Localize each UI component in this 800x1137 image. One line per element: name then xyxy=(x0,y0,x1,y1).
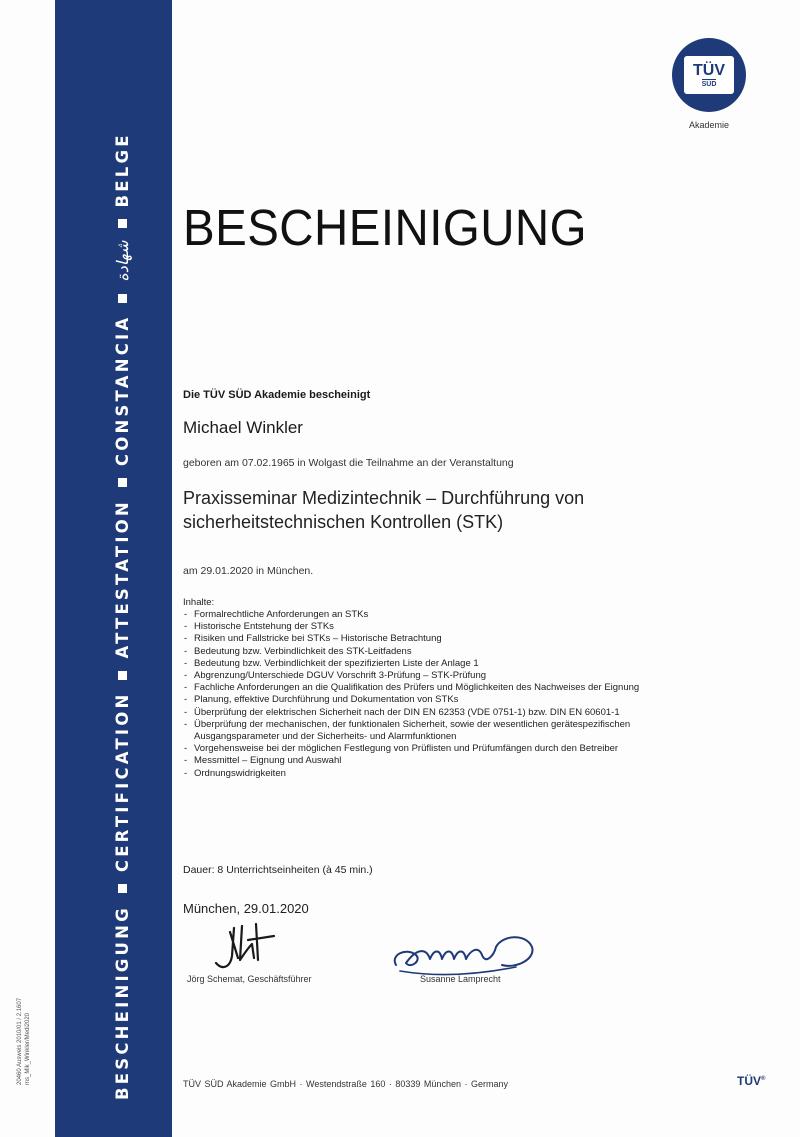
contents-item: - Vorgehensweise bei der möglichen Festlegung von Prüflisten und Prüfumfängen durch den Betreiber xyxy=(183,743,673,755)
band-word-arabic: شهادة xyxy=(113,240,132,282)
band-word-certification: CERTIFICATION xyxy=(113,691,132,873)
contents-section xyxy=(183,597,673,780)
contents-item: - Formalrechtliche Anforderungen an STKs xyxy=(183,609,673,621)
tuv-sud-logo xyxy=(668,38,750,130)
side-document-code xyxy=(16,998,32,1085)
participant-name: Michael Winkler xyxy=(183,418,303,437)
contents-item: - Bedeutung bzw. Verbindlichkeit der spezifizierten Liste der Anlage 1 xyxy=(183,658,673,670)
band-separator xyxy=(118,671,127,680)
footer-address: TÜV SÜD Akademie GmbH · Westendstraße 160 · 80339 München · Germany xyxy=(183,1079,508,1089)
band-separator xyxy=(118,294,127,303)
band-word-constancia: CONSTANCIA xyxy=(113,314,132,467)
contents-item: - Historische Entstehung der STKs xyxy=(183,621,673,633)
logo-octagon-icon xyxy=(672,38,746,112)
side-code-line-1: 20460 Ausweis 2010/01 / 2.1607 xyxy=(17,997,23,1085)
course-title: Praxisseminar Medizintechnik – Durchführung von sicherheitstechnischen Kontrollen (STK) xyxy=(183,488,585,532)
contents-item: - Fachliche Anforderungen an die Qualifikation des Prüfers und Möglichkeiten des Nachweises der Eignung xyxy=(183,682,673,694)
band-word-belge: BELGE xyxy=(113,132,132,208)
logo-mark-top: TÜV xyxy=(693,61,725,79)
band-separator xyxy=(118,884,127,893)
registered-mark-icon: ® xyxy=(761,1076,766,1082)
band-word-attestation: ATTESTATION xyxy=(113,499,132,659)
signatory-1-label: Jörg Schemat, Geschäftsführer xyxy=(187,974,312,984)
logo-mark-bottom: SÜD xyxy=(701,80,717,88)
contents-item: - Bedeutung bzw. Verbindlichkeit des STK-Leitfadens xyxy=(183,646,673,658)
band-separator xyxy=(118,478,127,487)
contents-list xyxy=(183,609,673,780)
duration-line: Dauer: 8 Unterrichtseinheiten (à 45 min.) xyxy=(183,864,373,876)
contents-item: - Risiken und Fallstricke bei STKs – Historische Betrachtung xyxy=(183,633,673,645)
band-word-bescheinigung: BESCHEINIGUNG xyxy=(113,905,132,1100)
contents-item: - Abgrenzung/Unterschiede DGUV Vorschrift 3-Prüfung – STK-Prüfung xyxy=(183,670,673,682)
footer-logo-text: TÜV xyxy=(737,1074,761,1088)
contents-heading: Inhalte: xyxy=(183,597,215,608)
contents-item: - Überprüfung der mechanischen, der funktionalen Sicherheit, sowie der wesentlichen gerätespezifischen Ausgangsparameter und der Sicherheits- und Alarmfunktionen xyxy=(183,719,673,743)
logo-caption: Akademie xyxy=(688,120,730,130)
birth-line: geboren am 07.02.1965 in Wolgast die Teilnahme an der Veranstaltung xyxy=(183,457,514,469)
side-code-line-2: ms_Mik_Winkler/Medi2020 xyxy=(25,1012,31,1085)
logo-inner-mark xyxy=(684,56,734,94)
contents-item: - Überprüfung der elektrischen Sicherheit nach der DIN EN 62353 (VDE 0751-1) bzw. DIN EN 60601-1 xyxy=(183,707,673,719)
event-date-place: am 29.01.2020 in München. xyxy=(183,565,314,577)
signature-1-image xyxy=(208,918,288,978)
contents-item: - Ordnungswidrigkeiten xyxy=(183,768,673,780)
band-text xyxy=(113,10,132,1100)
certificate-title: BESCHEINIGUNG xyxy=(183,199,587,256)
intro-line: Die TÜV SÜD Akademie bescheinigt xyxy=(183,389,371,401)
footer-logo xyxy=(737,1074,765,1088)
band-separator xyxy=(118,220,127,229)
signing-place-date: München, 29.01.2020 xyxy=(183,901,309,916)
contents-item: - Messmittel – Eignung und Auswahl xyxy=(183,755,673,767)
contents-item: - Planung, effektive Durchführung und Dokumentation von STKs xyxy=(183,694,673,706)
signatory-2-label: Susanne Lamprecht xyxy=(420,974,501,984)
